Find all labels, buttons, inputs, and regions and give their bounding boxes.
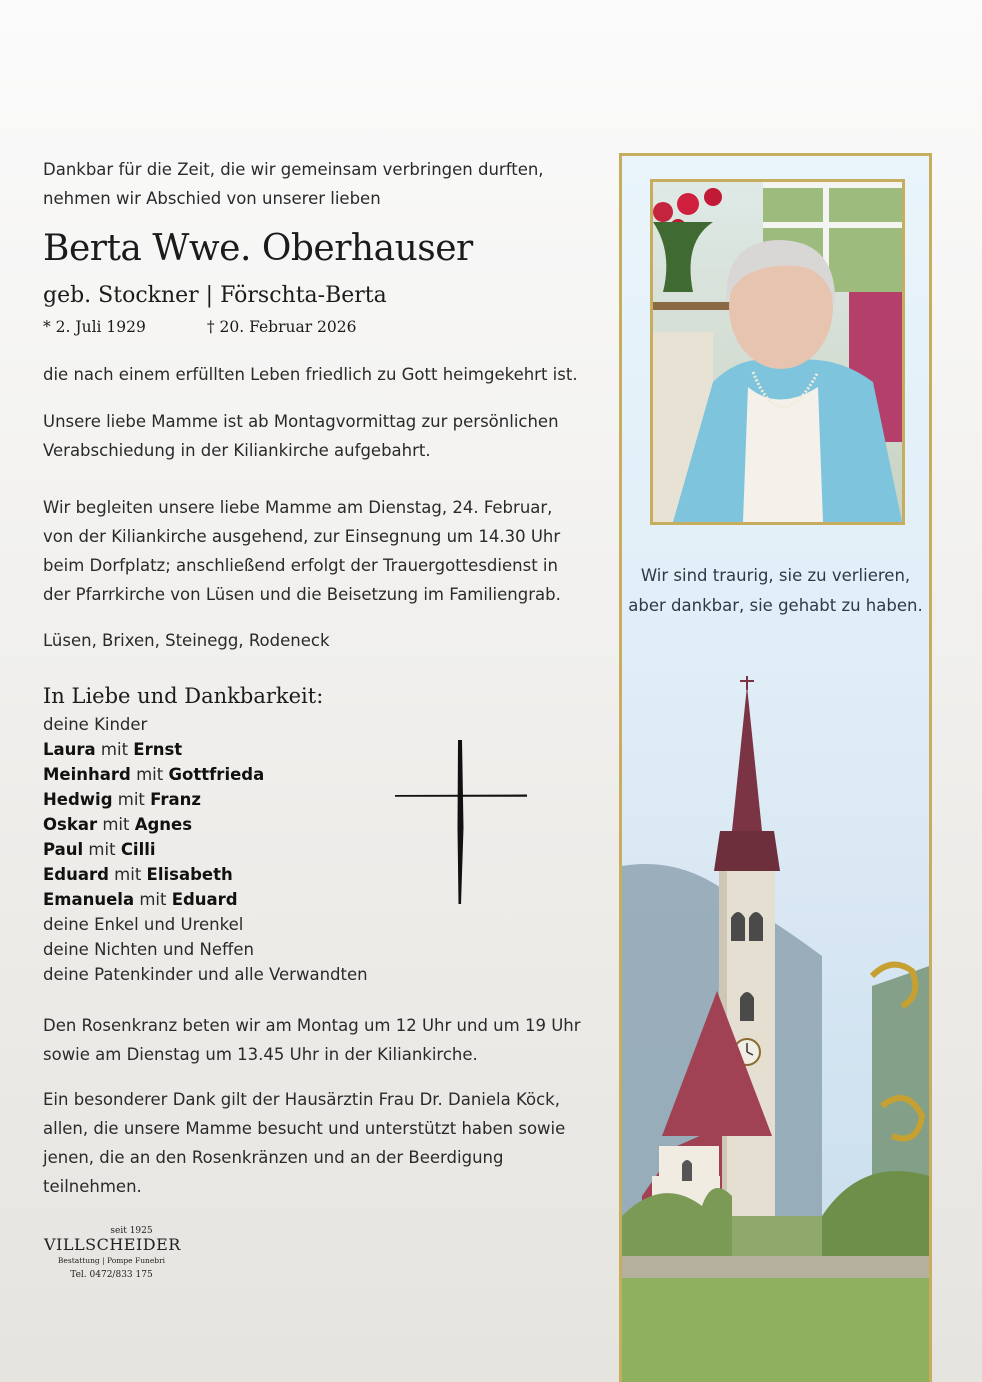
mourners-list: [43, 712, 368, 987]
deceased-subtitle: geb. Stockner | Förschta-Berta: [43, 283, 387, 308]
memorial-panel: [619, 153, 932, 1382]
child-pair: [43, 887, 368, 912]
partner-name: Gottfrieda: [168, 765, 265, 784]
life-dates: [43, 318, 357, 336]
rosary-paragraph: Den Rosenkranz beten wir am Montag um 12 Uhr und um 19 Uhr sowie am Dienstag um 13.45 Uhr in der Kiliankirche.: [43, 1016, 581, 1064]
pair-connector: mit: [134, 890, 172, 909]
portrait-photo: [650, 179, 905, 525]
partner-name: Eduard: [171, 890, 238, 909]
gratitude-paragraph: Ein besonderer Dank gilt der Hausärztin Frau Dr. Daniela Köck, allen, die unsere Mamme besucht und unterstützt haben sowie jenen, die an den Rosenkränzen und an der Beerdigung teilnehmen.: [43, 1090, 566, 1196]
godchildren-line: deine Patenkinder und alle Verwandten: [43, 965, 368, 984]
quote-line-2: aber dankbar, sie gehabt zu haben.: [628, 596, 923, 615]
paragraph-laid-out: Unsere liebe Mamme ist ab Montagvormittag zur persönlichen Verabschiedung in der Kiliankirche aufgebahrt.: [43, 412, 559, 460]
child-name: Meinhard: [43, 765, 131, 784]
children-pairs: [43, 737, 368, 912]
child-name: Hedwig: [43, 790, 113, 809]
birth-date: * 2. Juli 1929: [43, 318, 146, 336]
pair-connector: mit: [83, 840, 121, 859]
death-date: † 20. Februar 2026: [206, 318, 357, 336]
child-pair: [43, 862, 368, 887]
child-name: Laura: [43, 740, 96, 759]
places-line: Lüsen, Brixen, Steinegg, Rodeneck: [43, 631, 330, 650]
child-name: Emanuela: [43, 890, 135, 909]
memorial-quote: [622, 561, 929, 621]
child-pair: [43, 837, 368, 862]
church-image: [622, 656, 929, 1382]
intro-line-2: nehmen wir Abschied von unserer lieben: [43, 189, 381, 208]
mourners-heading: In Liebe und Dankbarkeit:: [43, 684, 324, 708]
undertaker-logo: [44, 1226, 179, 1282]
partner-name: Franz: [150, 790, 201, 809]
children-label: deine Kinder: [43, 715, 148, 734]
intro-line-1: Dankbar für die Zeit, die wir gemeinsam verbringen durften,: [43, 160, 544, 179]
child-name: Paul: [43, 840, 84, 859]
pair-connector: mit: [112, 790, 151, 809]
child-pair: [43, 812, 368, 837]
logo-brand: VILLSCHEIDER: [44, 1235, 181, 1254]
partner-name: Agnes: [134, 815, 193, 834]
child-pair: [43, 762, 368, 787]
child-pair: [43, 787, 368, 812]
nieces-line: deine Nichten und Neffen: [43, 940, 254, 959]
partner-name: Elisabeth: [146, 865, 233, 884]
intro-text: [43, 155, 544, 213]
child-name: Oskar: [43, 815, 98, 834]
pair-connector: mit: [130, 765, 169, 784]
paragraph-funeral-details: Wir begleiten unsere liebe Mamme am Dienstag, 24. Februar, von der Kiliankirche ausgehend, zur Einsegnung um 14.30 Uhr beim Dorfplatz; anschließend erfolgt der Trauergottesdienst in der Pfarrkirche von Lüsen und die Beisetzung im Familiengrab.: [43, 498, 561, 604]
paragraph-returned-home: die nach einem erfüllten Leben friedlich zu Gott heimgekehrt ist.: [43, 365, 578, 384]
child-name: Eduard: [43, 865, 109, 884]
child-pair: [43, 737, 368, 762]
cross-icon: [395, 738, 530, 906]
pair-connector: mit: [97, 815, 135, 834]
grandchildren-line: deine Enkel und Urenkel: [43, 915, 244, 934]
pair-connector: mit: [95, 740, 134, 759]
logo-since: seit 1925: [110, 1226, 153, 1236]
logo-tagline: Bestattung | Pompe Funebri: [57, 1256, 166, 1265]
quote-line-1: Wir sind traurig, sie zu verlieren,: [640, 566, 911, 585]
pair-connector: mit: [108, 865, 147, 884]
deceased-name: Berta Wwe. Oberhauser: [43, 228, 473, 269]
partner-name: Cilli: [120, 840, 156, 859]
logo-phone: Tel. 0472/833 175: [70, 1270, 153, 1280]
partner-name: Ernst: [133, 740, 183, 759]
